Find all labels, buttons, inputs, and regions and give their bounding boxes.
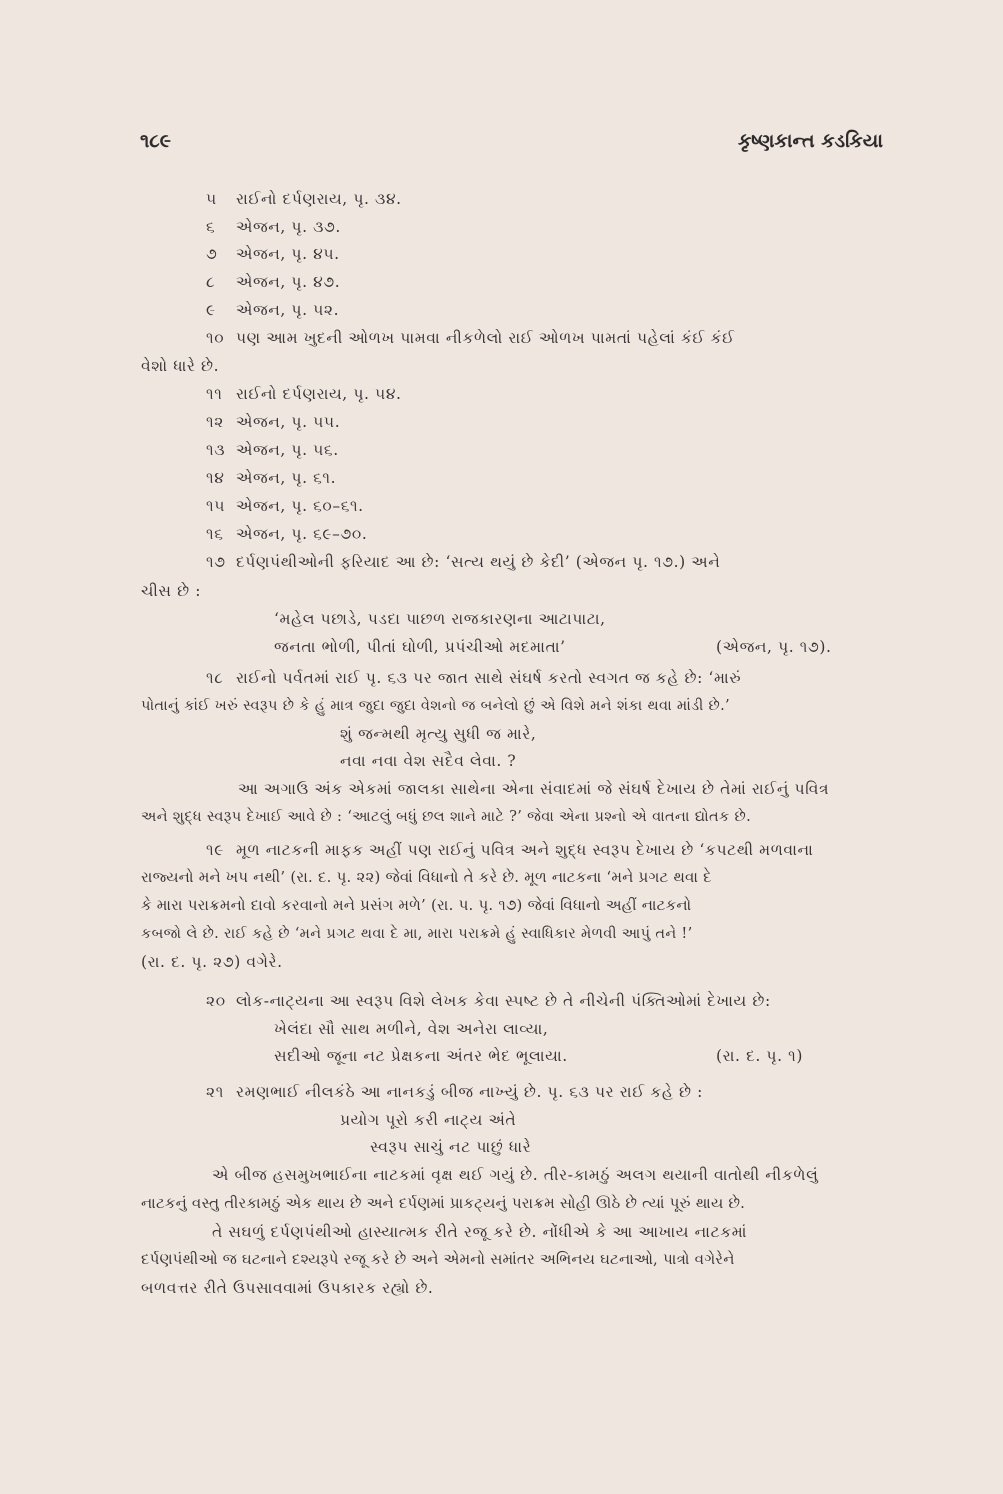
verse-line-1: પ્રયોગ પૂરો કરી નાટ્ય અંતે xyxy=(340,1111,517,1129)
footnote-20 xyxy=(206,992,771,1011)
verse-line-2: નવા નવા વેશ સદૈવ લેવા. ? xyxy=(340,752,517,770)
quote-line-2: જનતા ભોળી, પીતાં ઘોળી, પ્રપંચીઓ મદમાતા’ xyxy=(274,638,566,656)
footnote-text: રમણભાઈ નીલકંઠે આ નાનકડું બીજ નાખ્યું છે. પૃ. ૬૩ પર રાઈ કહે છે : xyxy=(236,1083,703,1101)
footnote-text: રાઈનો પર્વતમાં રાઈ પૃ. ૬૩ પર જાત સાથે સંઘર્ષ કરતો સ્વગત જ કહે છે: ‘મારું xyxy=(236,669,742,687)
footnote-text: એજન, પૃ. ૩૭. xyxy=(236,218,341,236)
footnote-19 xyxy=(206,841,813,860)
page-number: ૧૮૯ xyxy=(140,130,172,152)
paragraph-line: તે સઘળું દર્પણપંથીઓ હાસ્યાત્મક રીતે રજૂ કરે છે. નોંધીએ કે આ આખાય નાટકમાં xyxy=(212,1223,748,1241)
footnote-number: ૯ xyxy=(206,301,216,319)
verse-line-2: સ્વરૂપ સાચું નટ પાછું ધારે xyxy=(370,1138,532,1156)
paragraph-line: એ બીજ હસમુખભાઈના નાટકમાં વૃક્ષ થઈ ગયું છે. તીર-કામઠું અલગ થયાની વાતોથી નીકળેલું xyxy=(212,1166,819,1184)
footnote-number: ૧૨ xyxy=(206,413,224,431)
footnote-17-cont: ચીસ છે : xyxy=(141,582,202,600)
footnote-19-cont: કે મારા પરાક્રમનો દાવો કરવાનો મને પ્રસંગ મળે’ (રા. પ. પૃ. ૧૭) જેવાં વિધાનો અહીં નાટકનો xyxy=(141,897,692,914)
footnote-17 xyxy=(206,553,720,572)
footnote-text: એજન, પૃ. ૪૫. xyxy=(236,245,340,263)
footnote-10 xyxy=(206,329,735,348)
verse-line-1: શું જન્મથી મૃત્યુ સુધી જ મારે, xyxy=(340,725,537,743)
footnote-8 xyxy=(206,273,340,292)
footnote-19-cont: રાજ્યનો મને ખપ નથી’ (રા. દ. પૃ. ૨૨) જેવાં વિધાનો તે કરે છે. મૂળ નાટકના ‘મને પ્રગટ થવા દે xyxy=(141,869,712,886)
footnote-number: ૧૬ xyxy=(206,525,224,543)
footnote-9 xyxy=(206,301,339,320)
footnote-number: ૮ xyxy=(206,273,216,291)
footnote-text: એજન, પૃ. ૬૦–૬૧. xyxy=(236,497,364,515)
footnote-text: રાઈનો દર્પણરાય, પૃ. ૫૪. xyxy=(236,385,402,403)
footnote-number: ૧૪ xyxy=(206,469,225,487)
footnote-number: ૧૩ xyxy=(206,441,226,459)
footnote-text: એજન, પૃ. ૫૬. xyxy=(236,441,339,459)
paragraph-line: નાટકનું વસ્તુ તીરકામઠું એક થાય છે અને દર્પણમાં પ્રાકટ્યનું પરાક્રમ સોહી ઊઠે છે ત્યાં પૂરું થાય છે. xyxy=(141,1195,746,1212)
footnote-number: ૧૫ xyxy=(206,497,225,515)
footnote-text: દર્પણપંથીઓની ફરિયાદ આ છે: ‘સત્ય થયું છે કેદી’ (એજન પૃ. ૧૭.) અને xyxy=(236,553,721,571)
footnote-number: ૧૮ xyxy=(206,669,224,687)
footnote-number: ૬ xyxy=(206,218,216,236)
footnote-text: મૂળ નાટકની માફક અહીં પણ રાઈનું પવિત્ર અને શુદ્ધ સ્વરૂપ દેખાય છે ‘કપટથી મળવાના xyxy=(236,841,814,859)
verse-line-2: સદીઓ જૂના નટ પ્રેક્ષકના અંતર ભેદ ભૂલાયા. xyxy=(274,1047,568,1065)
footnote-13 xyxy=(206,441,339,460)
paragraph-line: બળવત્તર રીતે ઉપસાવવામાં ઉપકારક રહ્યો છે. xyxy=(141,1279,434,1297)
quote-line-1: ‘મહેલ પછાડે, પડદા પાછળ રાજકારણના આટાપાટા, xyxy=(274,610,606,628)
footnote-number: ૧૯ xyxy=(206,841,224,859)
paragraph-line: આ અગાઉ અંક એકમાં જાલકા સાથેના એના સંવાદમાં જે સંઘર્ષ દેખાય છે તેમાં રાઈનું પવિત્ર xyxy=(238,780,830,798)
footnote-text: એજન, પૃ. ૪૭. xyxy=(236,273,341,291)
footnote-19-cont: (રા. દ. પૃ. ૨૭) વગેરે. xyxy=(141,953,283,971)
footnote-11 xyxy=(206,385,402,404)
footnote-number: ૧૧ xyxy=(206,385,223,403)
footnote-text: એજન, પૃ. ૫૨. xyxy=(236,301,340,319)
running-head: કૃષ્ણકાન્ત કડકિયા xyxy=(737,130,883,152)
footnote-text: રાઈનો દર્પણરાય, પૃ. ૩૪. xyxy=(236,190,402,208)
footnote-text: પણ આમ ખુદની ઓળખ પામવા નીકળેલો રાઈ ઓળખ પામતાં પહેલાં કંઈ કંઈ xyxy=(236,329,735,347)
footnote-12 xyxy=(206,413,340,432)
footnote-text: એજન, પૃ. ૬૯–૭૦. xyxy=(236,525,368,543)
footnote-text: એજન, પૃ. ૫૫. xyxy=(236,413,341,431)
footnote-number: ૧૭ xyxy=(206,553,226,571)
footnote-14 xyxy=(206,469,336,488)
footnote-number: ૧૦ xyxy=(206,329,225,347)
footnote-text: એજન, પૃ. ૬૧. xyxy=(236,469,337,487)
footnote-number: ૨૦ xyxy=(206,992,226,1010)
footnote-6 xyxy=(206,218,341,237)
verse-reference: (રા. દ. પૃ. ૧) xyxy=(716,1047,803,1065)
footnote-21 xyxy=(206,1083,703,1102)
footnote-15 xyxy=(206,497,364,516)
footnote-text: લોક-નાટ્યના આ સ્વરૂપ વિશે લેખક કેવા સ્પષ્ટ છે તે નીચેની પંક્તિઓમાં દેખાય છે: xyxy=(236,992,771,1010)
verse-line-1: ખેલંદા સૌ સાથ મળીને, વેશ અનેરા લાવ્યા, xyxy=(274,1020,549,1038)
paragraph-line: દર્પણપંથીઓ જ ઘટનાને દશ્યરૂપે રજૂ કરે છે અને એમનો સમાંતર અભિનય ઘટનાઓ, પાત્રો વગેરેને xyxy=(141,1251,735,1268)
footnote-number: ૫ xyxy=(206,190,217,208)
footnote-19-cont: કબજો લે છે. રાઈ કહે છે ‘મને પ્રગટ થવા દે મા, મારા પરાક્રમે હું સ્વાધિકાર મેળવી આપું તને !’ xyxy=(141,925,693,942)
paragraph-line: અને શુદ્ધ સ્વરૂપ દેખાઈ આવે છે : ‘આટલું બધું છલ શાને માટે ?’ જેવા એના પ્રશ્નો એ વાતના દ્યોતક છે. xyxy=(141,808,752,825)
footnote-18-cont: પોતાનું કાંઈ ખરું સ્વરૂપ છે કે હું માત્ર જુદા જુદા વેશનો જ બનેલો છું એ વિશે મને શંકા થવા માંડી છે.’ xyxy=(141,697,730,714)
footnote-10-cont: વેશો ધારે છે. xyxy=(141,357,220,375)
footnote-5 xyxy=(206,190,402,209)
footnote-7 xyxy=(206,245,340,264)
footnote-number: ૭ xyxy=(206,245,218,263)
footnote-number: ૨૧ xyxy=(206,1083,224,1101)
footnote-16 xyxy=(206,525,367,544)
quote-reference: (એજન, પૃ. ૧૭). xyxy=(716,638,832,656)
page-header xyxy=(140,130,883,160)
footnote-18 xyxy=(206,669,741,688)
